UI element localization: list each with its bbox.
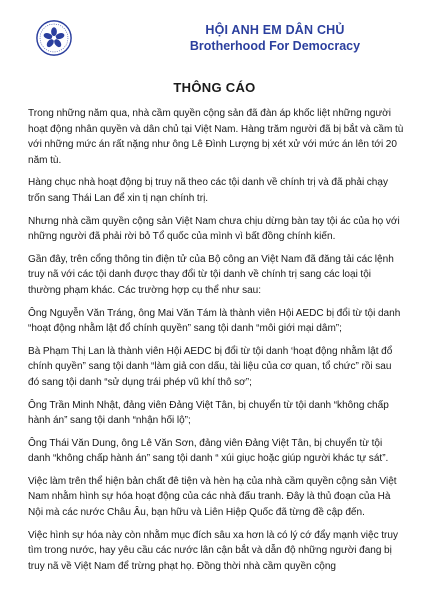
paragraph-persecution: Nhưng nhà cầm quyền cộng sản Việt Nam chưa chịu dừng bàn tay tội ác của họ với những người đã phải rời bỏ Tổ quốc của mình vì bất đồng chính kiến. [28,215,400,243]
organization-header [160,22,390,55]
org-name-english: Brotherhood For Democracy [189,39,361,53]
document-body [28,106,404,581]
paragraph-analysis: Việc làm trên thể hiện bản chất đê tiện và hèn hạ của nhà cầm quyền cộng sản Việt Nam nhằm hình sự hóa hoạt động của các nhà đấu tranh. Đây là thủ đoạn của Hà Nội mà các nước Châu Âu, bạn hữu và Liên Hiệp Quốc đã từng đề cập đến. [28,475,397,519]
paragraph-warrants: Gần đây, trên cổng thông tin điện tử của Bộ công an Việt Nam đã đăng tải các lệnh truy nã với các tội danh được thay đổi từ tội danh về chính trị sang các loại tội thường phạm khác. Các trường hợp cụ thể như sau: [28,253,394,296]
paragraph-case-3: Ông Trần Minh Nhật, đảng viên Đảng Việt Tân, bị chuyển từ tội danh “không chấp hành án” sang tội danh “nhận hối lộ”; [28,399,389,427]
paragraph-intro: Trong những năm qua, nhà cầm quyền cộng sản đã đàn áp khốc liệt những người hoạt động nhân quyền và dân chủ tại Việt Nam. Hàng trăm người đã bị bắt và cầm tù với những mức án rất nặng như ông Lê Đình Lượng bị xét xử với mức án lên tới 20 năm tù. [28,108,404,166]
paragraph-fugitives: Hàng chục nhà hoạt động bị truy nã theo các tội danh về chính trị và đã phải chạy trốn sang Thái Lan để xin tị nạn chính trị. [28,177,389,204]
paragraph-case-2: Bà Phạm Thị Lan là thành viên Hội AEDC bị đổi từ tội danh ‘hoạt động nhằm lật đổ chính quyền” sang tội danh “làm giả con dấu, tài liệu của cơ quan, tổ chức” rồi sau đó sang tội danh “sử dụng trái phép vũ khí thô sơ”; [28,345,393,388]
paragraph-purpose: Việc hình sự hóa này còn nhằm mục đích sâu xa hơn là có lý cớ đẩy mạnh việc truy tìm trong nước, hay yêu cầu các nước lân cận bắt và dẫn độ những người đang bị truy nã về Việt Nam để trừng phạt họ. Đồng thời nhà cầm quyền cộng [28,529,398,572]
org-name-vietnamese: HỘI ANH EM DÂN CHỦ [205,23,345,37]
paragraph-case-1: Ông Nguyễn Văn Tráng, ông Mai Văn Tám là thành viên Hội AEDC bị đổi từ tội danh “hoạt động nhằm lật đổ chính quyền” sang tội danh “môi giới mại dâm”; [28,307,401,335]
paragraph-case-4: Ông Thái Văn Dung, ông Lê Văn Sơn, đảng viên Đảng Việt Tân, bị chuyển từ tội danh “không chấp hành án” sang tội danh “ xúi giục hoặc giúp người khác tự sát”. [28,437,389,465]
document-title: THÔNG CÁO [173,80,256,95]
flower-logo-icon [36,20,72,56]
